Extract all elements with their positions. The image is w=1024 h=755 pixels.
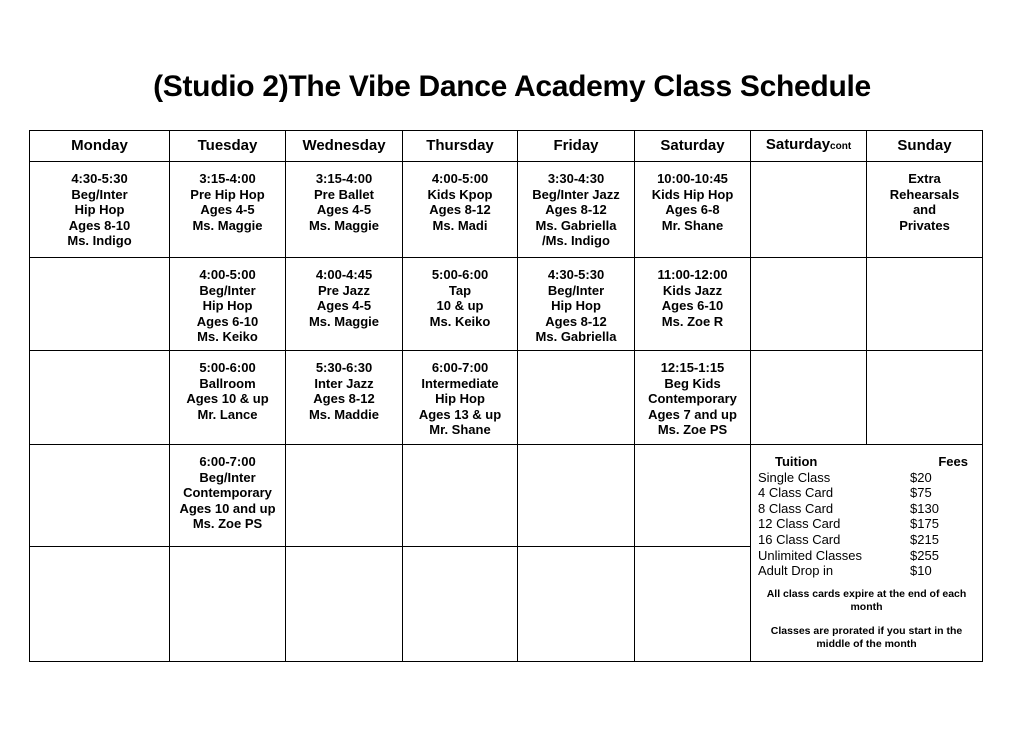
class-line: Contemporary [183, 485, 272, 501]
class-cell-thursday [403, 351, 518, 445]
class-cell-friday [518, 258, 635, 351]
day-header-tuesday: Tuesday [170, 131, 286, 162]
day-header-saturday: Saturday [635, 131, 751, 162]
class-line: Mr. Shane [661, 217, 724, 233]
class-line: 10:00-10:45 [657, 171, 728, 186]
prorate-note: Classes are prorated if you start in the middle of the month [770, 624, 963, 650]
class-line: Hip Hop [551, 298, 601, 314]
class-cell-monday [30, 162, 170, 258]
fee-name: 4 Class Card [758, 485, 834, 501]
class-cell-sunday [867, 258, 983, 351]
class-line: Ages 4-5 [316, 298, 372, 314]
class-line: Beg/Inter Jazz [532, 186, 620, 202]
class-cell-saturday [635, 547, 751, 662]
class-cell-tuesday [170, 547, 286, 662]
class-line: Pre Hip Hop [190, 186, 265, 202]
class-line: Ages 7 and up [648, 406, 737, 422]
fee-price: $255 [910, 547, 939, 563]
day-header-saturday-cont [751, 131, 867, 162]
class-line: 11:00-12:00 [657, 267, 728, 282]
class-line: Ms. Zoe R [661, 313, 724, 329]
class-line: 5:30-6:30 [315, 360, 373, 375]
day-header-monday: Monday [30, 131, 170, 162]
class-cell-wednesday [286, 351, 403, 445]
class-line: Ages 8-12 [545, 202, 607, 218]
class-line: Ages 8-12 [429, 202, 491, 218]
class-cell-monday [30, 547, 170, 662]
schedule-row [30, 162, 983, 258]
class-line: 6:00-7:00 [431, 360, 489, 375]
day-label: Saturday [765, 136, 831, 154]
class-line: 3:30-4:30 [547, 171, 605, 186]
class-line: Ms. Madi [432, 217, 488, 233]
class-line: 4:30-5:30 [547, 267, 605, 282]
tuition-label: Tuition [775, 454, 818, 469]
class-cell-friday [518, 445, 635, 547]
fees-label: Fees [938, 454, 968, 469]
fee-price: $215 [910, 531, 939, 547]
tuition-fees-panel [751, 445, 983, 662]
schedule-table [29, 130, 983, 662]
fee-row [751, 516, 982, 532]
class-cell-friday [518, 547, 635, 662]
class-cell-thursday [403, 445, 518, 547]
class-line: Ages 10 & up [186, 391, 269, 407]
page-title: (Studio 2)The Vibe Dance Academy Class Schedule [153, 70, 871, 103]
class-line: Ages 13 & up [418, 406, 502, 422]
class-line: 4:30-5:30 [71, 171, 128, 186]
class-cell-monday [30, 258, 170, 351]
class-line: Ages 6-8 [665, 202, 720, 218]
class-line: Ages 8-12 [313, 391, 375, 407]
class-line: 5:00-6:00 [199, 360, 256, 375]
class-cell-saturday-cont [751, 258, 867, 351]
class-cell-saturday-cont [751, 162, 867, 258]
class-line: Ms. Keiko [429, 313, 491, 329]
expiry-note: All class cards expire at the end of each month [766, 587, 967, 613]
cont-suffix: cont [830, 141, 852, 153]
class-cell-thursday [403, 258, 518, 351]
fee-name: 12 Class Card [758, 516, 841, 532]
class-line: 4:00-4:45 [315, 267, 373, 282]
class-line: 6:00-7:00 [199, 454, 256, 469]
class-line: Extra [908, 171, 941, 186]
class-cell-saturday [635, 162, 751, 258]
class-line: Ages 6-10 [661, 298, 724, 314]
fee-name: Unlimited Classes [758, 547, 863, 563]
class-cell-monday [30, 351, 170, 445]
fee-price: $20 [910, 469, 932, 485]
class-line: Ages 8-10 [68, 217, 131, 233]
class-line: Privates [899, 217, 950, 233]
fee-row [751, 485, 982, 501]
class-cell-monday [30, 445, 170, 547]
class-line: Ms. Maggie [308, 217, 380, 233]
fee-price: $175 [910, 516, 939, 532]
class-line: Beg Kids [664, 375, 721, 391]
class-line: 3:15-4:00 [315, 171, 373, 186]
fee-row [751, 563, 982, 579]
fee-name: 16 Class Card [758, 531, 841, 547]
class-line: Ages 10 and up [179, 500, 276, 516]
class-cell-wednesday [286, 258, 403, 351]
class-line: Ms. Maggie [192, 217, 263, 233]
class-line: Ages 8-12 [545, 313, 607, 329]
class-cell-tuesday [170, 162, 286, 258]
fee-name: Single Class [758, 469, 831, 485]
class-line: Beg/Inter [71, 186, 128, 202]
class-cell-saturday [635, 445, 751, 547]
class-line: Beg/Inter [199, 282, 256, 298]
class-line: Ms. Zoe PS [192, 516, 263, 532]
class-cell-saturday [635, 258, 751, 351]
class-line: Hip Hop [202, 298, 253, 314]
class-line: Pre Jazz [317, 282, 371, 298]
schedule-row [30, 258, 983, 351]
class-line: Mr. Lance [197, 406, 258, 422]
class-cell-friday [518, 162, 635, 258]
class-line: Ms. Keiko [197, 329, 258, 345]
class-line: 4:00-5:00 [199, 267, 256, 282]
class-line: Ms. Maddie [308, 406, 380, 422]
class-cell-saturday [635, 351, 751, 445]
fee-row [751, 532, 982, 548]
class-line: Hip Hop [74, 202, 125, 218]
fee-name: 8 Class Card [758, 500, 834, 516]
class-line: Hip Hop [435, 391, 485, 407]
class-line: Ms. Indigo [67, 233, 132, 249]
class-line: Ms. Maggie [308, 313, 380, 329]
fee-price: $75 [910, 485, 932, 501]
fee-row [751, 470, 982, 486]
class-line: Mr. Shane [429, 422, 491, 438]
class-cell-friday [518, 351, 635, 445]
class-line: Ages 4-5 [200, 202, 255, 218]
class-line: Intermediate [421, 375, 499, 391]
header-row [30, 131, 983, 162]
schedule-row [30, 445, 983, 547]
schedule-row [30, 351, 983, 445]
class-line: Kids Jazz [662, 282, 723, 298]
fee-price: $130 [910, 500, 939, 516]
class-cell-tuesday [170, 258, 286, 351]
class-line: Ms. Gabriella [535, 329, 617, 345]
class-cell-wednesday [286, 162, 403, 258]
class-line: Ages 4-5 [316, 202, 372, 218]
class-line: Tap [448, 282, 472, 298]
class-line: /Ms. Indigo [542, 233, 610, 249]
class-line: 5:00-6:00 [431, 267, 489, 282]
fee-name: Adult Drop in [758, 563, 834, 579]
class-cell-sunday [867, 162, 983, 258]
class-cell-wednesday [286, 445, 403, 547]
day-header-friday: Friday [518, 131, 635, 162]
day-header-sunday: Sunday [867, 131, 983, 162]
class-cell-thursday [403, 547, 518, 662]
fee-row [751, 501, 982, 517]
class-line: 10 & up [436, 298, 484, 314]
class-cell-sunday [867, 351, 983, 445]
fee-price: $10 [910, 563, 932, 579]
class-line: Beg/Inter [547, 282, 605, 298]
class-line: Ms. Zoe PS [657, 422, 728, 438]
class-cell-tuesday [170, 445, 286, 547]
class-line: Ballroom [199, 375, 256, 391]
class-line: Contemporary [648, 391, 737, 407]
class-line: Kids Hip Hop [651, 186, 734, 202]
class-line: Inter Jazz [314, 375, 374, 391]
class-cell-wednesday [286, 547, 403, 662]
class-cell-thursday [403, 162, 518, 258]
class-line: Ms. Gabriella [535, 217, 617, 233]
class-line: Ages 6-10 [196, 313, 259, 329]
class-line: 4:00-5:00 [431, 171, 489, 186]
fee-row [751, 548, 982, 564]
fees-header [751, 445, 982, 470]
day-header-wednesday: Wednesday [286, 131, 403, 162]
class-line: and [912, 202, 937, 218]
class-line: 12:15-1:15 [660, 360, 725, 375]
class-line: Kids Kpop [427, 186, 493, 202]
day-header-thursday: Thursday [403, 131, 518, 162]
class-cell-saturday-cont [751, 351, 867, 445]
class-cell-tuesday [170, 351, 286, 445]
class-line: Beg/Inter [199, 469, 256, 485]
class-line: Rehearsals [889, 186, 960, 202]
class-line: 3:15-4:00 [199, 171, 256, 186]
class-line: Pre Ballet [314, 186, 374, 202]
